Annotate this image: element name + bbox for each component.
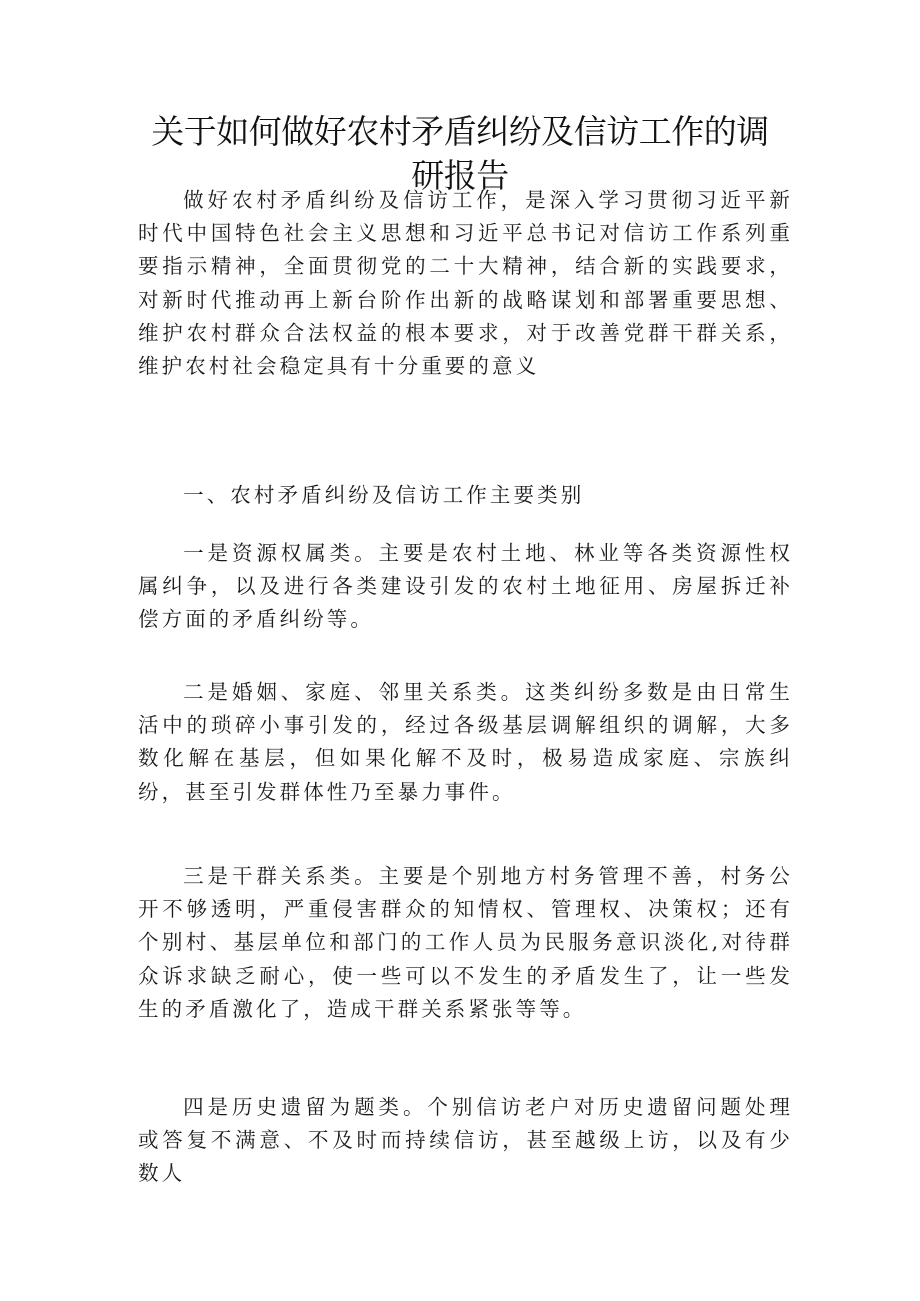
category-paragraph-3: 三是干群关系类。主要是个别地方村务管理不善，村务公开不够透明，严重侵害群众的知情权、管理权、决策权；还有个别村、基层单位和部门的工作人员为民服务意识淡化,对待群众诉求缺乏耐心，使一些可以不发生的矛盾发生了，让一些发生的矛盾激化了，造成干群关系紧张等等。: [138, 864, 793, 1021]
category-paragraph-1: 一是资源权属类。主要是农村土地、林业等各类资源性权属纠争，以及进行各类建设引发的农村土地征用、房屋拆迁补偿方面的矛盾纠纷等。: [138, 541, 793, 632]
category-paragraph-4: 四是历史遗留为题类。个别信访老户对历史遗留问题处理或答复不满意、不及时而持续信访，甚至越级上访，以及有少数人: [138, 1095, 793, 1186]
section-heading-1: 一、农村矛盾纠纷及信访工作主要类别: [183, 483, 585, 507]
category-paragraph-2: 二是婚姻、家庭、邻里关系类。这类纠纷多数是由日常生活中的琐碎小事引发的，经过各级基层调解组织的调解，大多数化解在基层，但如果化解不及时，极易造成家庭、宗族纠纷，甚至引发群体性乃至暴力事件。: [138, 680, 793, 804]
intro-paragraph: 做好农村矛盾纠纷及信访工作，是深入学习贯彻习近平新时代中国特色社会主义思想和习近平总书记对信访工作系列重要指示精神，全面贯彻党的二十大精神，结合新的实践要求，对新时代推动再上新台阶作出新的战略谋划和部署重要思想、维护农村群众合法权益的根本要求，对于改善党群干群关系，维护农村社会稳定具有十分重要的意义: [138, 188, 793, 379]
document-title-line-1: 关于如何做好农村矛盾纠纷及信访工作的调: [151, 112, 769, 151]
document-title-line-2: 研报告: [411, 156, 509, 195]
